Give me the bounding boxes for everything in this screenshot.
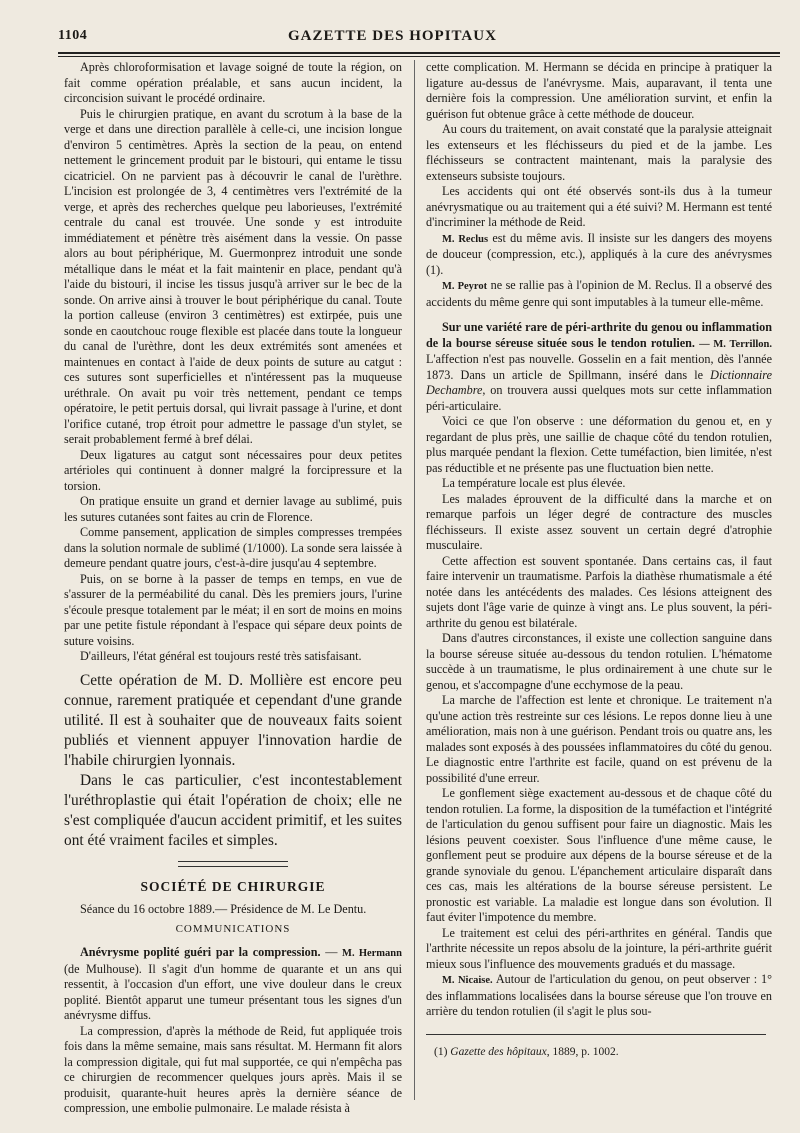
- speaker-paragraph: [426, 231, 772, 279]
- speaker-paragraph: [426, 972, 772, 1020]
- paragraph: Le gonflement siège exactement au-dessous et de chaque côté du tendon rotulien. La forme, la disposition de la tuméfaction et l'intégrité de l'articulation du genou suffisent pour faire un diagnostic. Mais les lésions peuvent coexister. Sous l'influence d'une même cause, le gonflement peut se produire aux dépens de la bourse séreuse et de la grande synoviale du genou. L'épanchement articulaire disparaît dans ces cas, mais les altérations de la bourse séreuse persistent. Le pronostic est variable. La maladie est longue dans son évolution. Il faut éviter l'impotence du membre.: [426, 786, 772, 924]
- paragraph: La marche de l'affection est lente et chronique. Le traitement n'a qu'une action très restreinte sur ces lésions. Le repos donne lieu à une amélioration, mais non à une guérison. Pendant trois ou quatre ans, les malades sont exposés à des poussées inflammatoires du côté du genou. Le diagnostic entre l'arthrite est facile, quand on est prévenu de la possibilité d'une erreur.: [426, 693, 772, 785]
- left-column: [64, 60, 402, 1117]
- footnote-number: (1): [434, 1045, 448, 1058]
- paragraph: La compression, d'après la méthode de Reid, fut appliquée trois fois dans la même semaine, mais sans résultat. M. Hermann fit alors la compression digitale, qui fut mal supportée, ce qui n'empêcha pas ce chirurgien de recommencer quelques jours après. Mais il se produisit, quarante-huit heures après la dernière séance de compression, une embolie pulmonaire. Le malade résista à: [64, 1023, 402, 1115]
- paragraph: Au cours du traitement, on avait constaté que la paralysie atteignait les extenseurs et les fléchisseurs du pied et de la jambe. Les fléchisseurs se contractent maintenant, mais la paralysie des extenseurs subsiste toujours.: [426, 122, 772, 183]
- footnote-text: , 1889, p. 1002.: [546, 1045, 619, 1058]
- paragraph: cette complication. M. Hermann se décida en principe à pratiquer la ligature au-dessus de l'anévrysme. Mais, auparavant, il tenta une dernière fois la compression. Une amélioration survint, et enfin la guérison fut obtenue grâce à cette méthode de douceur.: [426, 60, 772, 121]
- speaker-name: M. Nicaise.: [442, 975, 493, 986]
- communication-author: M. Hermann: [342, 948, 402, 959]
- communication-paragraph: [426, 320, 772, 414]
- section-separator: [178, 866, 288, 867]
- communication-title: Sur une variété rare de péri-arthrite du genou ou inflammation de la bourse séreuse située sous le tendon rotulien.: [426, 320, 772, 350]
- speaker-name: M. Peyrot: [442, 281, 488, 292]
- footnote-source: Gazette des hôpitaux: [450, 1045, 547, 1058]
- paragraph: Puis, on se borne à la passer de temps en temps, en vue de s'assurer de la perméabilité du canal. Dès les premiers jours, l'urine s'écoule presque totalement par le méat; il en sort de moins en moins par une petite fistule répondant à l'espace qui sépare deux points de suture voisins.: [64, 571, 402, 648]
- communication-text: (de Mulhouse). Il s'agit d'un homme de quarante et un ans qui ressentit, à l'occasion d'un effort, une vive douleur dans le creux poplité. Bientôt apparut une tumeur présentant tous les signes d'un anévrysme diffus.: [64, 961, 402, 1022]
- speaker-text: est du même avis. Il insiste sur les dangers des moyens de douceur (compression, etc.), appliqués à la cure des anévrysmes (1).: [426, 230, 772, 277]
- communication-title: Anévrysme poplité guéri par la compression.: [80, 945, 321, 959]
- column-divider: [414, 60, 415, 1100]
- paragraph: Puis le chirurgien pratique, en avant du scrotum à la base de la verge et dans une direction parallèle à celle-ci, une incision longue d'environ 5 centimètres. Après la section de la peau, on entend nettement le grincement produit par le bistouri, qui entame le tissu cicatriciel. On ne parvient pas à découvrir le canal de l'urèthre. L'incision est prolongée de 3, 4 centimètres vers l'extrémité de la verge, et après des recherches quelque peu laborieuses, l'extrémité centrale du canal est trouvée. Une sonde y est introduite immédiatement et pénètre très aisément dans la vessie. On passe alors au bout périphérique, M. Guermonprez introduit une sonde métallique dans le méat et la fait maintenir en place, pendant qu'à l'aide du bistouri, il incise les tissus jusqu'à arriver sur le bec de la sonde. On arrive ainsi à trouver le bout périphérique du canal. Toute la portion calleuse (environ 3 centimètres) est extirpée, puis une sonde en caoutchouc rouge flexible est placée dans toute la longueur du canal de l'urèthre, dont les deux extrémités sont amenées et maintenues en contact à l'aide de deux points de suture au catgut : ces sutures sont superficielles et n'intéressent pas la muqueuse uréthrale. On avait pu voir très nettement, pendant ce temps opératoire, le petit pertuis dorsal, qui livrait passage à l'urine, et dont l'orifice cutané, trop étroit pour admettre le passage d'un stylet, se serait probablement fermé à bref délai.: [64, 106, 402, 446]
- paragraph: Deux ligatures au catgut sont nécessaires pour deux petites artérioles qui continuent à donner malgré la forcipressure et la torsion.: [64, 447, 402, 493]
- paragraph: On pratique ensuite un grand et dernier lavage au sublimé, puis les sutures cutanées sont faites au crin de Florence.: [64, 494, 402, 524]
- communication-author: — M. Terrillon.: [699, 338, 772, 350]
- communication-text: , on trouvera aussi quelques mots sur cette inflammation péri-articulaire.: [426, 383, 772, 413]
- paragraph: Les malades éprouvent de la difficulté dans la marche et on remarque parfois un léger degré de contracture des muscles fléchisseurs. Il existe assez souvent un certain degré d'atrophie musculaire.: [426, 491, 772, 552]
- paragraph: D'ailleurs, l'état général est toujours resté très satisfaisant.: [80, 649, 362, 663]
- paragraph: Le traitement est celui des péri-arthrites en général. Tandis que l'arthrite nécessite un repos absolu de la jointure, la péri-arthrite guérit mieux sous l'influence des mouvements gradués et du massage.: [426, 925, 772, 971]
- paragraph: La température locale est plus élevée.: [442, 476, 626, 490]
- communication-paragraph: Anévrysme poplité guéri par la compression. — M. Hermann (de Mulhouse). Il s'agit d'un homme de quarante et un ans qui ressentit, à l'occasion d'un effort, une vive douleur dans le creux poplité. Bientôt apparut une tumeur présentant tous les signes d'un anévrysme diffus.: [64, 945, 402, 1022]
- journal-title: GAZETTE DES HOPITAUX: [288, 28, 497, 44]
- section-title: SOCIÉTÉ DE CHIRURGIE: [140, 878, 326, 894]
- footnote: [426, 1045, 772, 1061]
- communication-text: L'affection n'est pas nouvelle. Gosselin en a fait mention, dès l'année 1873. Dans un article de Spillmann, inséré dans le: [426, 352, 772, 382]
- paragraph: Dans d'autres circonstances, il existe une collection sanguine dans la bourse séreuse située au-dessous du tendon rotulien. L'hématome succède à un traumatisme, le plus ordinairement à une chute sur le genou, et s'accompagne d'une ecchymose de la peau.: [426, 631, 772, 692]
- speaker-name: M. Reclus: [442, 233, 489, 245]
- footnote-rule: [426, 1034, 766, 1035]
- editorial-paragraph: Cette opération de M. D. Mollière est encore peu connue, rarement pratiquée et cependant d'une grande utilité. Il est à souhaiter que de nouveaux faits soient publiés et viennent appuyer l'innovation hardie de l'habile chirurgien lyonnais.: [64, 671, 402, 769]
- paragraph: Après chloroformisation et lavage soigné de toute la région, on fait comme opération préalable, et sans aucun incident, la circoncision suivant le procédé ordinaire.: [64, 60, 402, 105]
- session-line: Séance du 16 octobre 1889.— Présidence de M. Le Dentu.: [80, 902, 367, 916]
- page-number: 1104: [58, 28, 88, 43]
- right-column: [426, 60, 772, 1060]
- header-rule-thick: [58, 52, 780, 54]
- section-separator: [178, 861, 288, 862]
- paragraph: Les accidents qui ont été observés sont-ils dus à la tumeur anévrysmatique ou au traitement qui a été suivi? M. Hermann est tenté d'incriminer la méthode de Reid.: [426, 184, 772, 229]
- paragraph: Comme pansement, application de simples compresses trempées dans la solution normale de sublimé (1/1000). La sonde sera laissée à demeure pendant quatre jours, c'est-à-dire jusqu'au 4 septembre.: [64, 525, 402, 570]
- header-rule-thin: [58, 56, 780, 57]
- reference-title: Dictionnaire Dechambre: [426, 367, 773, 397]
- paragraph: Cette affection est souvent spontanée. Dans certains cas, il faut faire intervenir un traumatisme. Parfois la diathèse rhumatismale a été notée dans les antécédents des malades. Ces lésions atteignent des sujets dont l'âge varie de quinze à vingt ans. Le plus souvent, la péri-arthrite du genou est bilatérale.: [426, 553, 772, 630]
- subsection-title: COMMUNICATIONS: [175, 922, 291, 935]
- paragraph: Voici ce que l'on observe : une déformation du genou et, en y regardant de plus près, une saillie de chaque côté du tendon rotulien, plus marquée pendant la flexion. Cette tuméfaction, bien limitée, n'est pas réductible et ne présente pas une fluctuation bien nette.: [426, 414, 772, 475]
- speaker-paragraph: [426, 278, 772, 310]
- speaker-text: Autour de l'articulation du genou, on peut observer : 1° des inflammations localisées dans la bourse séreuse que l'on trouve en arrière du tendon rotulien (il s'agit le plus sou-: [426, 972, 772, 1018]
- editorial-paragraph: Dans le cas particulier, c'est incontestablement l'uréthroplastie qui était l'opération de choix; elle ne s'est compliquée d'aucun accident primitif, et les suites ont été vraiment faciles et simples.: [64, 771, 402, 849]
- speaker-text: ne se rallie pas à l'opinion de M. Reclus. Il a observé des accidents du même genre qui sont imputables à la tumeur elle-même.: [426, 278, 772, 309]
- page-header: [58, 28, 778, 48]
